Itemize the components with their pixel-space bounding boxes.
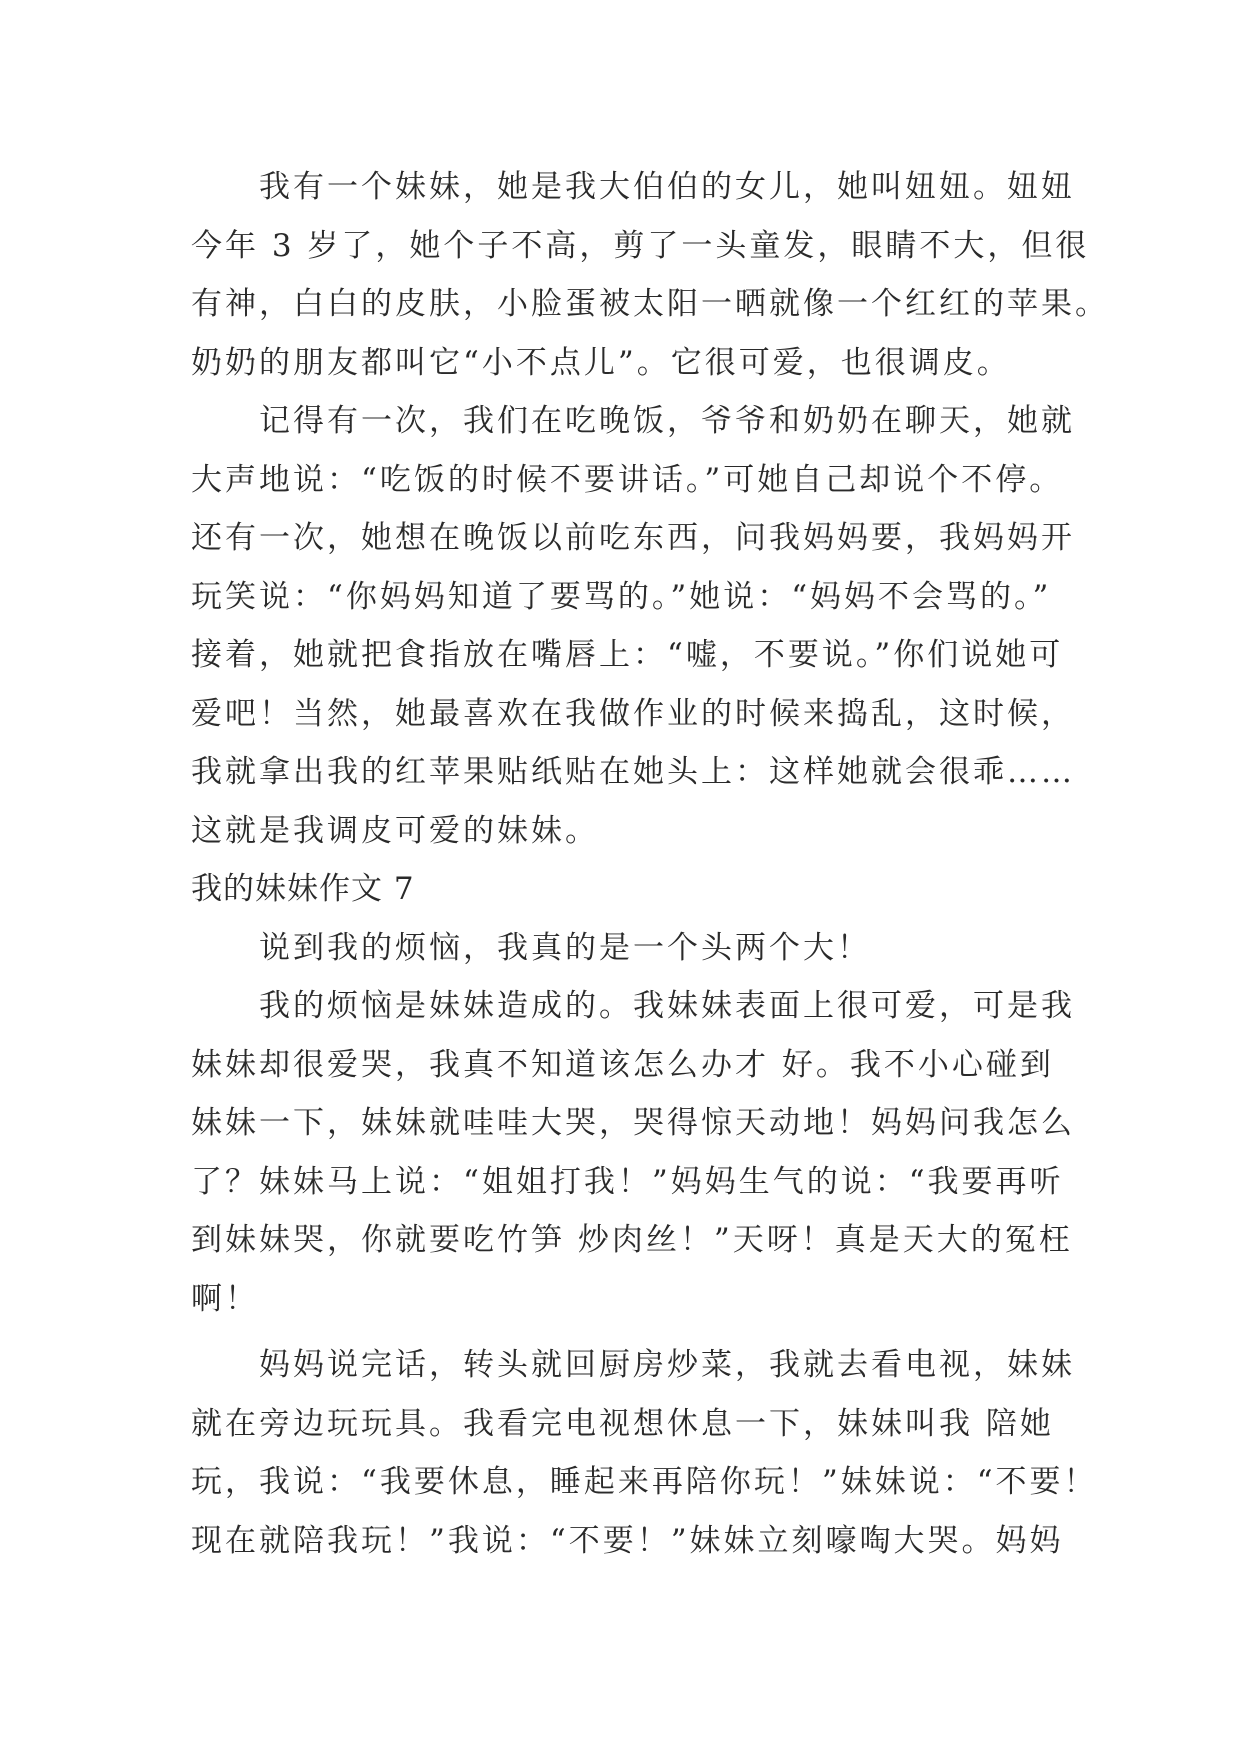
text-line: 玩，我说：“我要休息，睡起来再陪你玩！”妹妹说：“不要！ — [191, 1464, 1098, 1500]
text-line: 啊！ — [191, 1280, 259, 1317]
text-line: 这就是我调皮可爱的妹妹。 — [191, 812, 599, 849]
paragraph-crying-sister — [191, 977, 1075, 1328]
text-line: 妈妈说完话，转头就回厨房炒菜，我就去看电视，妹妹 — [259, 1347, 1075, 1383]
text-line: 接着，她就把食指放在嘴唇上：“嘘，不要说。”你们说她可 — [191, 637, 1064, 673]
text-line: 说到我的烦恼，我真的是一个头两个大！ — [259, 929, 871, 966]
paragraph-tv-story — [191, 1336, 1098, 1570]
text-line: 我有一个妹妹，她是我大伯伯的女儿，她叫妞妞。妞妞 — [259, 169, 1075, 205]
text-line: 爱吧！当然，她最喜欢在我做作业的时候来捣乱，这时候， — [191, 695, 1075, 732]
text-line: 记得有一次，我们在吃晚饭，爷爷和奶奶在聊天，她就 — [259, 403, 1075, 439]
essay-heading: 我的妹妹作文 7 — [191, 871, 415, 907]
text-line: 我就拿出我的红苹果贴纸贴在她头上：这样她就会很乖…… — [191, 754, 1075, 790]
paragraph-worries — [191, 919, 1071, 978]
paragraph-dinner-story — [191, 392, 1075, 860]
text-line: 玩笑说：“你妈妈知道了要骂的。”她说：“妈妈不会骂的。” — [191, 578, 1052, 615]
text-line: 到妹妹哭，你就要吃竹笋 炒肉丝！”天呀！真是天大的冤枉 — [191, 1222, 1073, 1258]
paragraph-spacer — [191, 1328, 1071, 1336]
text-line: 我的烦恼是妹妹造成的。我妹妹表面上很可爱，可是我 — [259, 988, 1075, 1024]
text-line: 大声地说：“吃饭的时候不要讲话。”可她自己却说个不停。 — [191, 461, 1064, 498]
text-line: 妹妹一下，妹妹就哇哇大哭，哭得惊天动地！妈妈问我怎么 — [191, 1105, 1075, 1141]
text-line: 今年 3 岁了，她个子不高，剪了一头童发，眼睛不大，但很 — [191, 227, 1090, 264]
text-line: 妹妹却很爱哭，我真不知道该怎么办才 好。我不小心碰到 — [191, 1046, 1054, 1083]
text-line: 了？妹妹马上说：“姐姐打我！”妈妈生气的说：“我要再听 — [191, 1163, 1064, 1200]
text-line: 现在就陪我玩！”我说：“不要！”妹妹立刻嚎啕大哭。妈妈 — [191, 1522, 1064, 1559]
essay-body — [191, 158, 1109, 1570]
text-line: 有神，白白的皮肤，小脸蛋被太阳一晒就像一个红红的苹果。 — [191, 286, 1109, 322]
text-line: 还有一次，她想在晚饭以前吃东西，问我妈妈要，我妈妈开 — [191, 520, 1075, 556]
paragraph-sister-intro — [191, 158, 1109, 392]
text-line: 就在旁边玩玩具。我看完电视想休息一下，妹妹叫我 陪她 — [191, 1405, 1054, 1442]
text-line: 奶奶的朋友都叫它“小不点儿”。它很可爱，也很调皮。 — [191, 344, 1011, 381]
